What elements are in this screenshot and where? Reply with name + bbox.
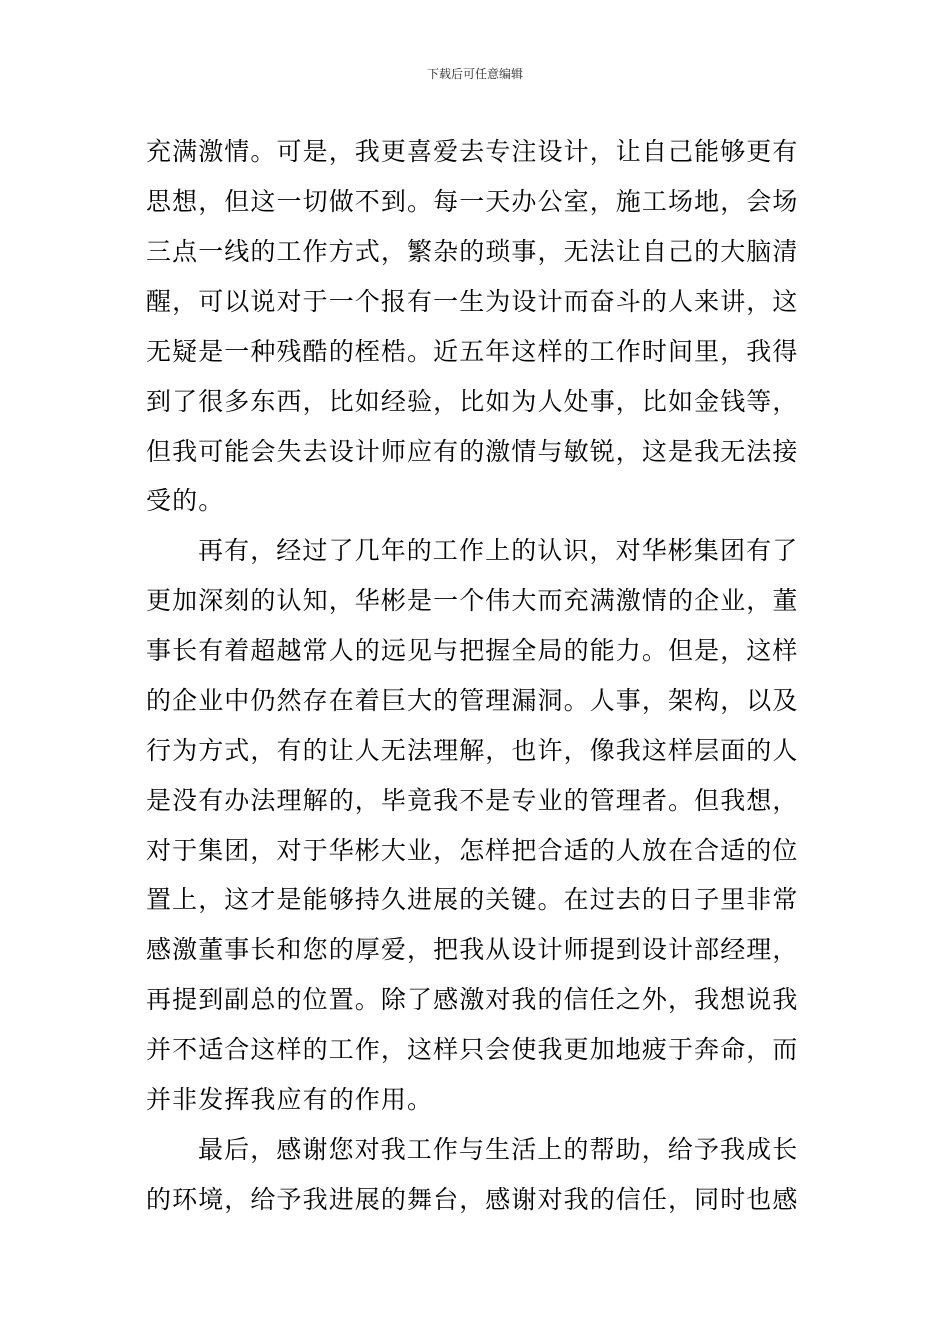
text-line: 受的。 bbox=[146, 486, 225, 515]
text-line: 事长有着超越常人的远见与把握全局的能力。但是，这样 bbox=[146, 636, 799, 665]
text-line: 无疑是一种残酷的桎梏。近五年这样的工作时间里，我得 bbox=[146, 337, 799, 366]
text-line: 对于集团，对于华彬大业，怎样把合适的人放在合适的位 bbox=[146, 836, 799, 865]
text-line: 并非发挥我应有的作用。 bbox=[146, 1085, 434, 1114]
paragraph-first-line: 再有，经过了几年的工作上的认识，对华彬集团有了 bbox=[198, 536, 799, 565]
text-line: 是没有办法理解的，毕竟我不是专业的管理者。但我想， bbox=[146, 786, 799, 815]
text-line: 思想，但这一切做不到。每一天办公室，施工场地，会场 bbox=[146, 187, 799, 216]
text-line: 到了很多东西，比如经验，比如为人处事，比如金钱等， bbox=[146, 387, 799, 416]
text-line: 的企业中仍然存在着巨大的管理漏洞。人事，架构，以及 bbox=[146, 686, 799, 715]
text-line: 行为方式，有的让人无法理解，也许，像我这样层面的人 bbox=[146, 736, 799, 765]
text-line: 但我可能会失去设计师应有的激情与敏锐，这是我无法接 bbox=[146, 437, 799, 466]
paragraph-first-line: 最后，感谢您对我工作与生活上的帮助，给予我成长 bbox=[198, 1135, 799, 1164]
text-line: 的环境，给予我进展的舞台，感谢对我的信任，同时也感 bbox=[146, 1185, 799, 1214]
text-line: 更加深刻的认知，华彬是一个伟大而充满激情的企业，董 bbox=[146, 586, 799, 615]
page-header: 下载后可任意编辑 bbox=[426, 67, 523, 81]
text-line: 三点一线的工作方式，繁杂的琐事，无法让自己的大脑清 bbox=[146, 237, 799, 266]
text-line: 再提到副总的位置。除了感激对我的信任之外，我想说我 bbox=[146, 985, 799, 1014]
text-line: 并不适合这样的工作，这样只会使我更加地疲于奔命，而 bbox=[146, 1035, 799, 1064]
text-line: 感激董事长和您的厚爱，把我从设计师提到设计部经理， bbox=[146, 935, 799, 964]
text-line: 置上，这才是能够持久进展的关键。在过去的日子里非常 bbox=[146, 885, 799, 914]
text-line: 醒，可以说对于一个报有一生为设计而奋斗的人来讲，这 bbox=[146, 287, 799, 316]
text-line: 充满激情。可是，我更喜爱去专注设计，让自己能够更有 bbox=[146, 137, 799, 166]
